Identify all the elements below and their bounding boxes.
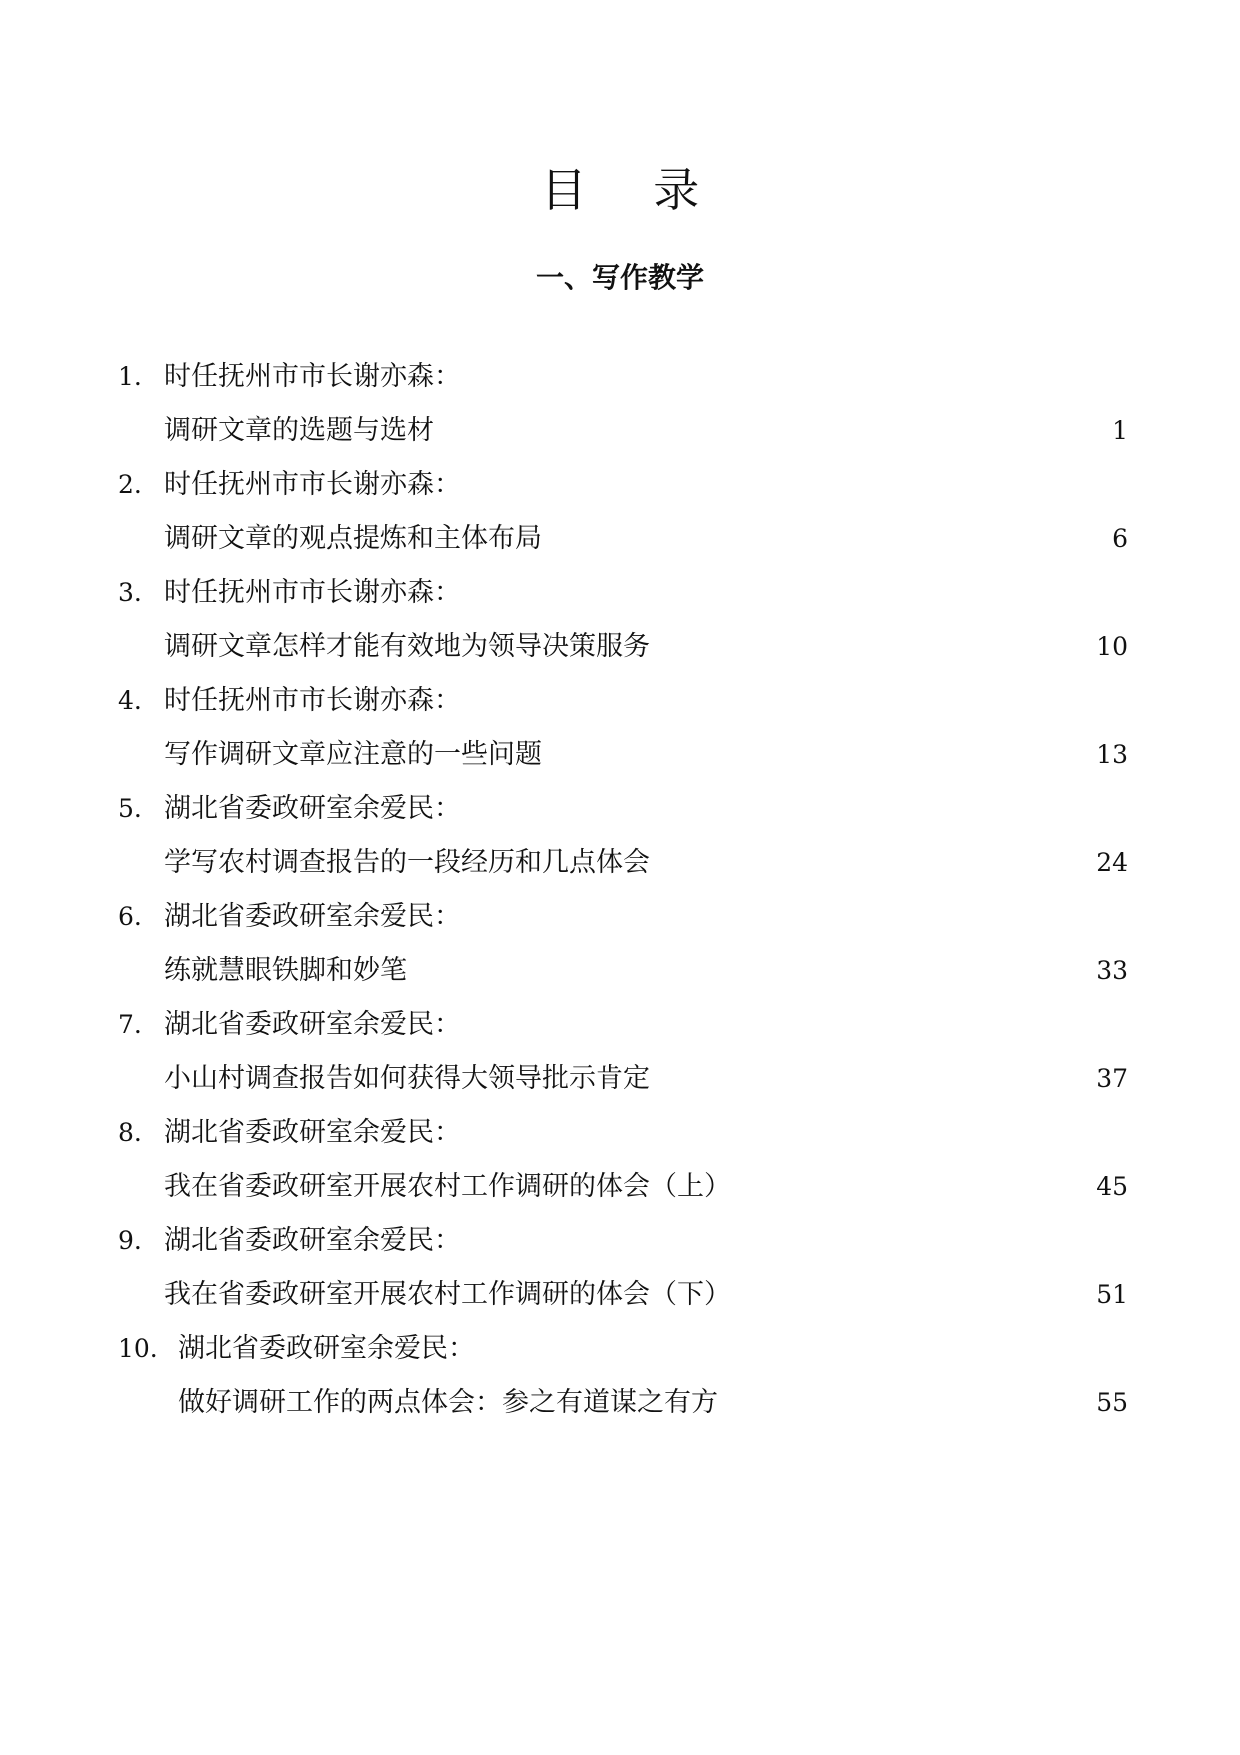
toc-entry-header [118, 674, 1128, 728]
toc-entry-header [118, 1322, 1128, 1376]
page-title: 目 录 [540, 163, 726, 217]
toc-entry-page: 51 [1096, 1280, 1128, 1309]
toc-entry-title: 调研文章的选题与选材 [164, 415, 434, 446]
toc-entry-title-line [118, 620, 1128, 674]
toc-entry[interactable] [118, 1214, 1128, 1322]
toc-entry-author: 湖北省委政研室余爱民： [164, 793, 461, 824]
toc-entry-header [118, 566, 1128, 620]
toc-entry-title: 小山村调查报告如何获得大领导批示肯定 [164, 1063, 650, 1094]
toc-entry-title: 调研文章怎样才能有效地为领导决策服务 [164, 631, 650, 662]
toc-entry-title-line [118, 512, 1128, 566]
toc-entry[interactable] [118, 566, 1128, 674]
toc-entry-title: 我在省委政研室开展农村工作调研的体会（下） [164, 1279, 731, 1310]
toc-entry-author: 时任抚州市市长谢亦森： [164, 469, 461, 500]
toc-entry[interactable] [118, 782, 1128, 890]
toc-entry-page: 33 [1096, 956, 1128, 985]
toc-entry-header [118, 782, 1128, 836]
toc-entry-title: 写作调研文章应注意的一些问题 [164, 739, 542, 770]
toc-entry[interactable] [118, 458, 1128, 566]
toc-entry-page: 45 [1096, 1172, 1128, 1201]
toc-entry-author: 时任抚州市市长谢亦森： [164, 685, 461, 716]
toc-entry-number: 10. [118, 1334, 158, 1363]
toc-entry-header [118, 350, 1128, 404]
toc-entry-page: 55 [1096, 1388, 1128, 1417]
toc-entry-title-line [118, 1052, 1128, 1106]
toc-entry-title-line [118, 728, 1128, 782]
toc-entry-title: 练就慧眼铁脚和妙笔 [164, 955, 407, 986]
toc-entry-title: 学写农村调查报告的一段经历和几点体会 [164, 847, 650, 878]
toc-entry[interactable] [118, 1106, 1128, 1214]
toc-entry-number: 4. [118, 686, 142, 715]
toc-entry-number: 5. [118, 794, 142, 823]
toc-entry-number: 7. [118, 1010, 142, 1039]
toc-entry-author: 湖北省委政研室余爱民： [164, 1009, 461, 1040]
toc-entry-title-line [118, 836, 1128, 890]
toc-entry-author: 湖北省委政研室余爱民： [164, 901, 461, 932]
toc-entry-page: 6 [1112, 524, 1128, 553]
toc-entry-title: 我在省委政研室开展农村工作调研的体会（上） [164, 1171, 731, 1202]
toc-entry-header [118, 998, 1128, 1052]
toc-entry[interactable] [118, 998, 1128, 1106]
toc-entry[interactable] [118, 1322, 1128, 1430]
toc-entry-title-line [118, 404, 1128, 458]
toc-entry-title-line [118, 1160, 1128, 1214]
toc-entry-author: 湖北省委政研室余爱民： [164, 1225, 461, 1256]
toc-entry-header [118, 1214, 1128, 1268]
toc-entry-title: 做好调研工作的两点体会：参之有道谋之有方 [178, 1387, 718, 1418]
section-heading: 一、写作教学 [535, 261, 704, 294]
toc-entry-header [118, 1106, 1128, 1160]
toc-entry-page: 1 [1112, 416, 1128, 445]
toc-entry-page: 24 [1096, 848, 1128, 877]
toc-entry-number: 1. [118, 362, 142, 391]
toc-entry-title-line [118, 1376, 1128, 1430]
toc-entry-header [118, 890, 1128, 944]
toc-entry-number: 8. [118, 1118, 142, 1147]
table-of-contents [118, 350, 1128, 1430]
toc-entry-author: 湖北省委政研室余爱民： [164, 1117, 461, 1148]
toc-entry[interactable] [118, 890, 1128, 998]
toc-entry-title-line [118, 1268, 1128, 1322]
toc-entry-author: 时任抚州市市长谢亦森： [164, 361, 461, 392]
toc-entry-page: 13 [1096, 740, 1128, 769]
toc-entry[interactable] [118, 674, 1128, 782]
toc-entry-number: 2. [118, 470, 142, 499]
toc-entry-number: 3. [118, 578, 142, 607]
toc-entry-page: 37 [1096, 1064, 1128, 1093]
toc-entry-author: 时任抚州市市长谢亦森： [164, 577, 461, 608]
toc-entry-title-line [118, 944, 1128, 998]
toc-entry-title: 调研文章的观点提炼和主体布局 [164, 523, 542, 554]
toc-entry-page: 10 [1096, 632, 1128, 661]
toc-entry-number: 9. [118, 1226, 142, 1255]
toc-entry[interactable] [118, 350, 1128, 458]
toc-entry-number: 6. [118, 902, 142, 931]
toc-entry-header [118, 458, 1128, 512]
toc-entry-author: 湖北省委政研室余爱民： [178, 1333, 475, 1364]
